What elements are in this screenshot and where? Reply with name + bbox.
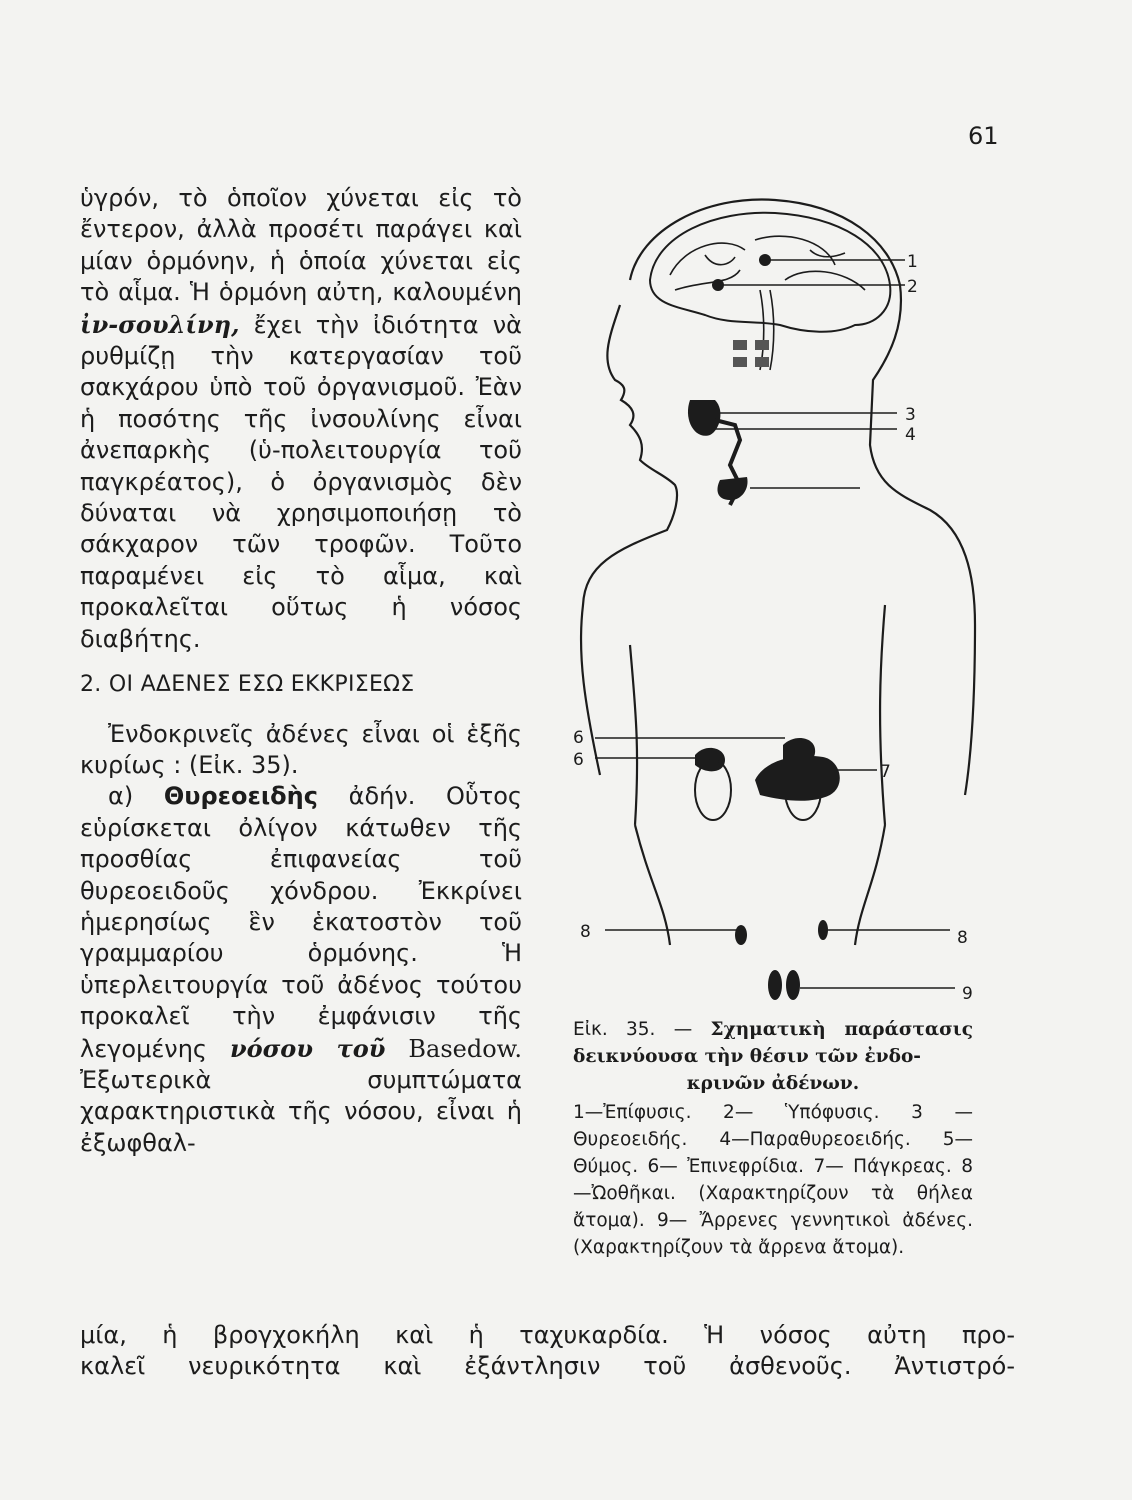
caption-title-text: Σχηματικὴ παράστασις δεικνύουσα τὴν θέσιν τῶν ἐνδο- <box>573 1019 974 1067</box>
paragraph-thyroid <box>80 781 522 1159</box>
paragraph-insulin <box>80 183 522 655</box>
thyroid-item-label: α) <box>108 782 134 811</box>
label-2: 2 <box>907 277 918 297</box>
bottom-line-1: μία, ἡ βρογχοκήλη καὶ ἡ ταχυκαρδία. Ἡ νόσος αὐτη προ- <box>80 1321 1015 1349</box>
bottom-line-2: καλεῖ νευρικότητα καὶ ἐξάντλησιν τοῦ ἀσθενοῦς. Ἀντιστρό- <box>80 1352 1015 1381</box>
torso-waist <box>630 605 885 825</box>
figure-caption <box>573 1016 973 1261</box>
caption-legend: 1—Ἐπίφυσις. 2— Ὑπόφυσις. 3 — Θυρεοειδής. 4—Παραθυρεοειδής. 5— Θύμος. 6— Ἐπινεφρίδια. 7— Πάγκρεας. 8 —Ὠοθῆκαι. (Χαρακτηρίζουν τὰ θήλεα ἄτομα). 9— Ἄρρενες γεννητικοὶ ἀδένες. (Χαρακτηρίζουν τὰ ἄρρενα ἄτομα). <box>573 1102 973 1258</box>
label-8b: 8 <box>957 928 968 948</box>
bottom-text <box>80 1320 1015 1383</box>
label-3: 3 <box>905 405 916 425</box>
vertebra-marks <box>733 357 747 367</box>
page-number: 61 <box>968 122 999 150</box>
insulin-text-2: ἔχει τὴν ἰδιότητα νὰ ρυθμίζῃ τὴν κατεργασίαν τοῦ σακχάρου ὑπὸ τοῦ ὀργανισμοῦ. Ἐὰν ἡ ποσότης τῆς ἰνσουλίνης εἶναι ἀνεπαρκὴς (ὑ-πολειτουργία τοῦ παγκρέατος), ὁ ὀργανισμὸς δὲν δύναται νὰ χρησιμοποιήσῃ τὸ σάκχαρον τῶν τροφῶν. Τοῦτο παραμένει εἰς τὸ αἷμα, καὶ προκαλεῖται οὕτως ἡ νόσος διαβήτης. <box>80 310 522 653</box>
vertebra-marks <box>755 340 769 350</box>
caption-title-end: κρινῶν ἀδένων. <box>686 1073 860 1094</box>
section-heading: 2. ΟΙ ΑΔΕΝΕΣ ΕΣΩ ΕΚΚΡΙΣΕΩΣ <box>80 672 415 698</box>
label-6a: 6 <box>573 728 584 748</box>
label-8a: 8 <box>580 922 591 942</box>
caption-title <box>573 1016 973 1070</box>
label-7: 7 <box>880 762 891 782</box>
body-outline <box>581 200 975 945</box>
label-6b: 6 <box>573 750 584 770</box>
vertebra-marks <box>755 357 769 367</box>
thyroid-term: Θυρεοειδὴς <box>163 782 318 811</box>
insulin-term: ἰν-σουλίνη, <box>80 309 240 339</box>
caption-prefix: Εἰκ. 35. — <box>573 1019 693 1040</box>
testis-right <box>786 970 800 1000</box>
endocrine-glands-figure <box>555 185 985 1005</box>
pancreas <box>755 756 840 801</box>
label-9: 9 <box>962 984 973 1004</box>
left-text-column <box>80 183 522 1159</box>
body-diagram <box>555 185 985 1005</box>
thymus-gland <box>717 477 747 500</box>
testis-left <box>768 970 782 1000</box>
basedow-name: Basedow. <box>408 1034 522 1063</box>
ovary-left <box>735 925 747 945</box>
label-4: 4 <box>905 425 916 445</box>
disease-term: νόσου τοῦ <box>229 1033 386 1063</box>
thyroid-text-2: Ἐξωτερικὰ συμπτώματα χαρακτηριστικὰ τῆς νόσου, εἶναι ἡ ἐξωφθαλ- <box>80 1065 522 1157</box>
label-1: 1 <box>907 252 918 272</box>
vertebra-marks <box>733 340 747 350</box>
thyroid-gland <box>688 400 720 436</box>
brain-shape <box>650 213 890 332</box>
thyroid-text-1: ἀδήν. Οὗτος εὑρίσκεται ὀλίγον κάτωθεν τῆς προσθίας ἐπιφανείας τοῦ θυρεοειδοῦς χόνδρου. Ἐκκρίνει ἡμερησίως ἓν ἑκατοστὸν τοῦ γραμμαρίου ὁρμόνης. Ἡ ὑπερλειτουργία τοῦ ἀδένος τούτου προκαλεῖ τὴν ἐμφάνισιν τῆς λεγομένης <box>80 782 522 1063</box>
insulin-text-1: ὑγρόν, τὸ ὁποῖον χύνεται εἰς τὸ ἔντερον, ἀλλὰ προσέτι παράγει καὶ μίαν ὁρμόνην, ἡ ὁποία χύνεται εἰς τὸ αἷμα. Ἡ ὁρμόνη αὐτη, καλουμένη <box>80 184 522 307</box>
paragraph-glands-list: Ἐνδοκρινεῖς ἀδένες εἶναι οἱ ἑξῆς κυρίως : (Εἰκ. 35). <box>80 719 522 779</box>
